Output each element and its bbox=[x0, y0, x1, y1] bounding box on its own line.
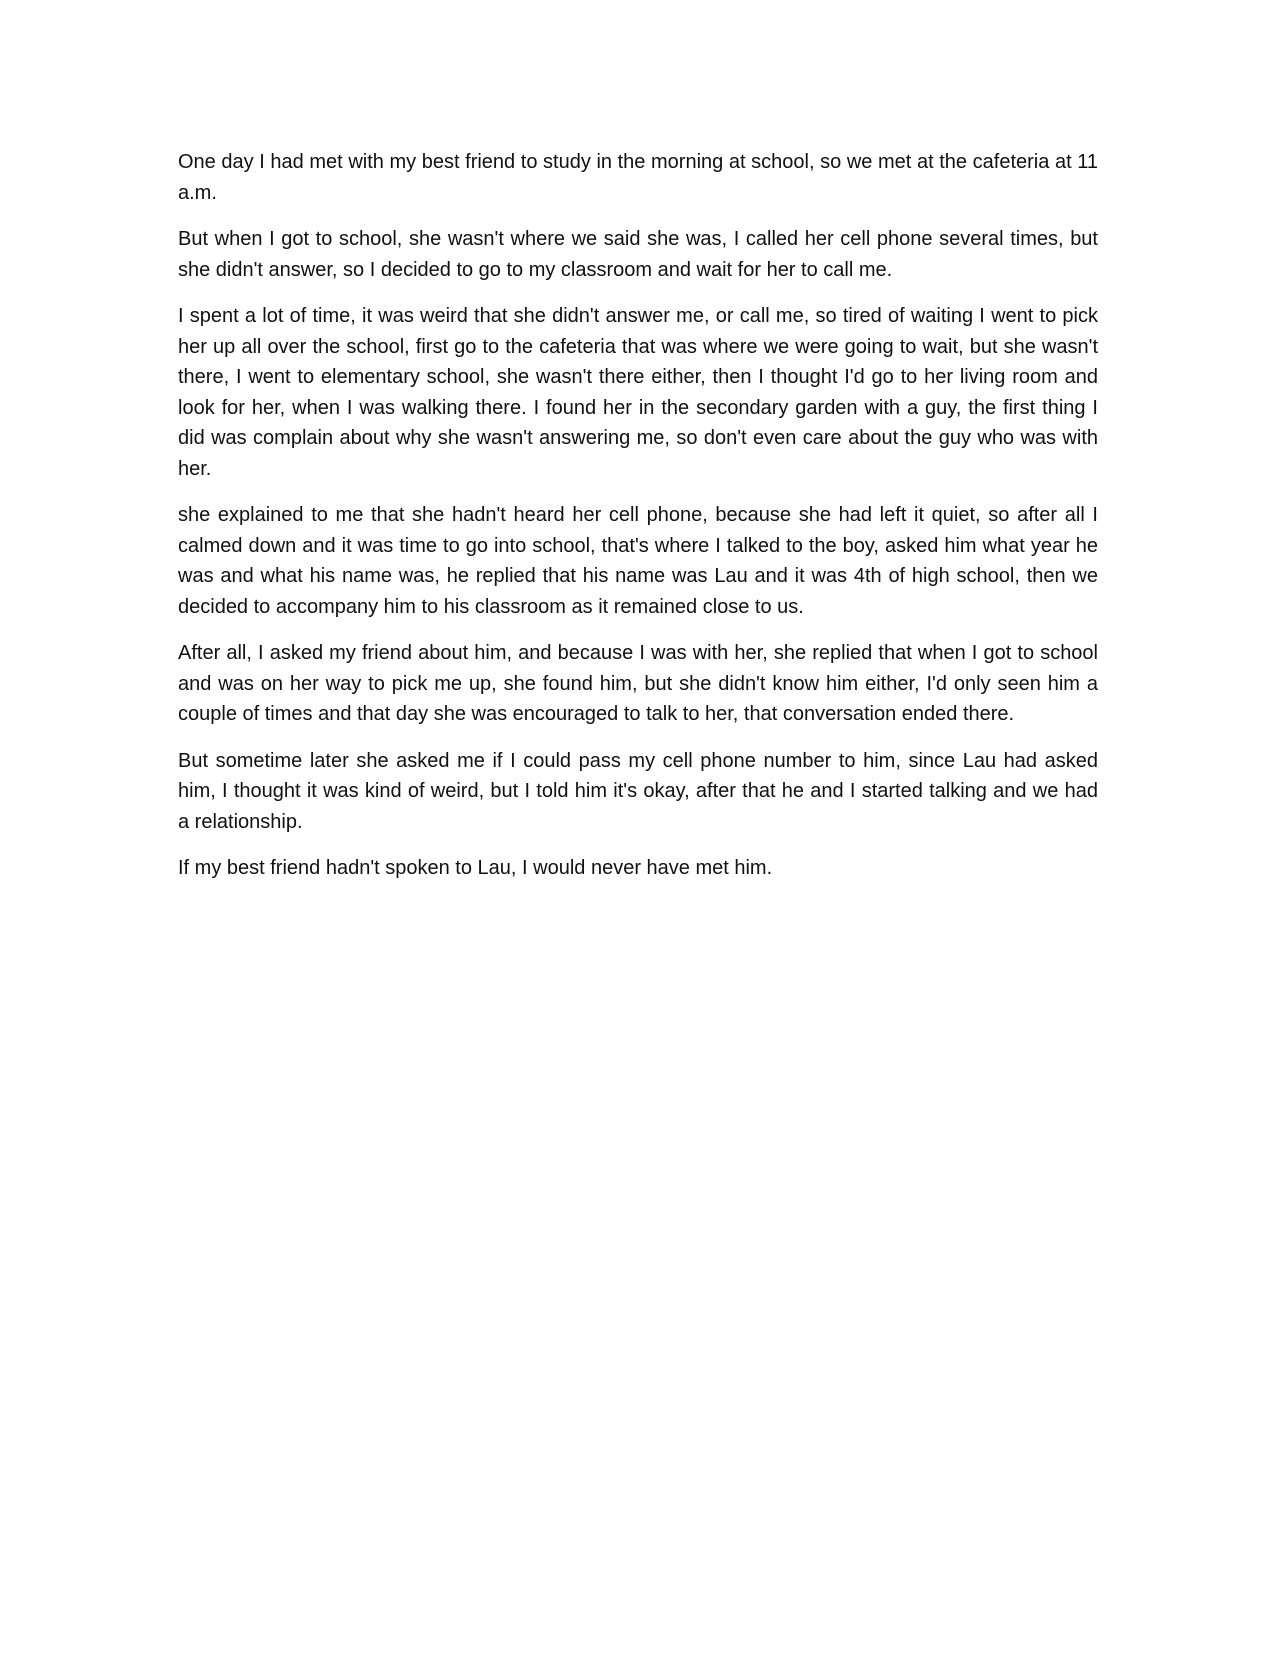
paragraph-4: she explained to me that she hadn't heard her cell phone, because she had left it quiet, so after all I calmed down and it was time to go into school, that's where I talked to the boy, asked him what year he was and what his name was, he replied that his name was Lau and it was 4th of high school, then we decided to accompany him to his classroom as it remained close to us. bbox=[178, 504, 1098, 618]
paragraph-6: But sometime later she asked me if I could pass my cell phone number to him, since Lau had asked him, I thought it was kind of weird, but I told him it's okay, after that he and I started talking and we had a relationship. bbox=[178, 749, 1098, 833]
paragraph-3: I spent a lot of time, it was weird that she didn't answer me, or call me, so tired of waiting I went to pick her up all over the school, first go to the cafeteria that was where we were going to wait, but she wasn't there, I went to elementary school, she wasn't there either, then I thought I'd go to her living room and look for her, when I was walking there. I found her in the secondary garden with a guy, the first thing I did was complain about why she wasn't answering me, so don't even care about the guy who was with her. bbox=[178, 305, 1098, 480]
paragraph-7: If my best friend hadn't spoken to Lau, I would never have met him. bbox=[178, 857, 773, 879]
document-body bbox=[178, 147, 1098, 900]
paragraph-2: But when I got to school, she wasn't where we said she was, I called her cell phone several times, but she didn't answer, so I decided to go to my classroom and wait for her to call me. bbox=[178, 228, 1098, 281]
paragraph-1: One day I had met with my best friend to study in the morning at school, so we met at the cafeteria at 11 a.m. bbox=[178, 151, 1098, 204]
paragraph-5: After all, I asked my friend about him, and because I was with her, she replied that when I got to school and was on her way to pick me up, she found him, but she didn't know him either, I'd only seen him a couple of times and that day she was encouraged to talk to her, that conversation ended there. bbox=[178, 642, 1098, 725]
